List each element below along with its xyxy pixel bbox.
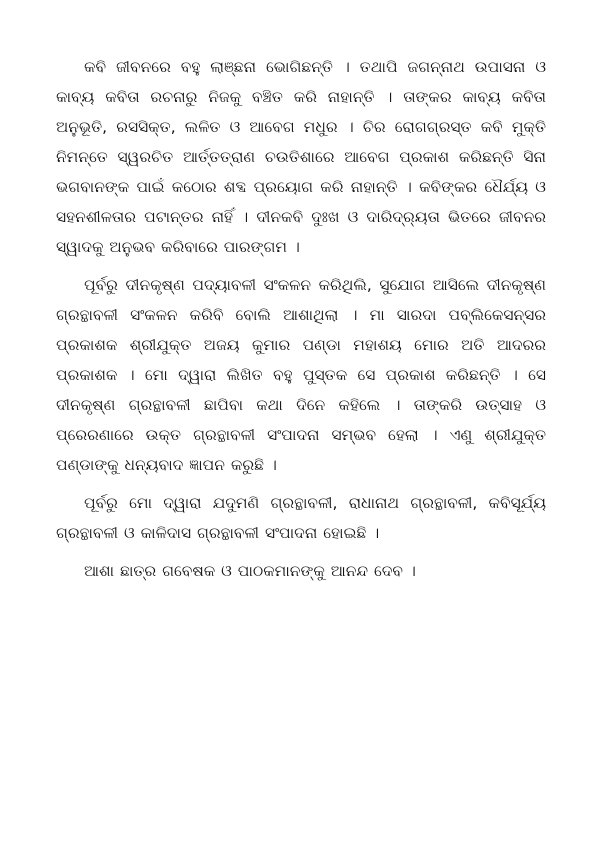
paragraph-closing-hope: ଆଶା ଛାତ୍ର ଗବେଷକ ଓ ପାଠକମାନଙ୍କୁ ଆନନ୍ଦ ଦେବ । (84, 562, 416, 580)
document-page (56, 52, 546, 594)
paragraph-previous-works: ପୂର୍ବରୁ ମୋ ଦ୍ୱାରା ଯଦୁମଣି ଗ୍ରନ୍ଥାବଳୀ, ରାଧାନାଥ ଗ୍ରନ୍ଥାବଳୀ, କବିସୂର୍ଯ୍ୟ ଗ୍ରନ୍ଥାବଳୀ ଓ କାଳିଦାସ ଗ୍ରନ୍ଥାବଳୀ ସଂପାଦନା ହୋଇଛି । (56, 494, 546, 542)
paragraph-dinakrushna-granthabali: ପୂର୍ବରୁ ଦୀନକୃଷ୍ଣ ପଦ୍ୟାବଳୀ ସଂକଳନ କରିଥିଲି, ସୁଯୋଗ ଆସିଲେ ଦୀନକୃଷ୍ଣ ଗ୍ରନ୍ଥାବଳୀ ସଂକଳନ କରିବି ବୋଲି ଆଶାଥିଲା । ମା ସାରଦା ପବ୍ଲିକେସନ୍ସର ପ୍ରକାଶକ ଶ୍ରୀଯୁକ୍ତ ଅଜୟ କୁମାର ପଣ୍ଡା ମହାଶୟ ମୋର ଅତି ଆଦରର ପ୍ରକାଶକ । ମୋ ଦ୍ୱାରା ଲିଖିତ ବହୁ ପୁସ୍ତକ ସେ ପ୍ରକାଶ କରିଛନ୍ତି । ସେ ଦୀନକୃଷ୍ଣ ଗ୍ରନ୍ଥାବଳୀ ଛାପିବା କଥା ଦିନେ କହିଲେ । ତାଙ୍କରି ଉତ୍ସାହ ଓ ପ୍ରେରଣାରେ ଉକ୍ତ ଗ୍ରନ୍ଥାବଳୀ ସଂପାଦନା ସମ୍ଭବ ହେଲା । ଏଣୁ ଶ୍ରୀଯୁକ୍ତ ପଣ୍ଡାଙ୍କୁ ଧନ୍ୟବାଦ ଜ୍ଞାପନ କରୁଛି । (56, 276, 546, 474)
paragraph-kabi-jibana: କବି ଜୀବନରେ ବହୁ ଲାଞ୍ଛନା ଭୋଗିଛନ୍ତି । ତଥାପି ଜଗନ୍ନାଥ ଉପାସନା ଓ କାବ୍ୟ କବିତା ରଚନାରୁ ନିଜକୁ ବଞ୍ଚିତ କରି ନାହାନ୍ତି । ତାଙ୍କର କାବ୍ୟ କବିତା ଅନୁଭୂତି, ରସସିକ୍ତ, ଲଳିତ ଓ ଆବେଗ ମଧୁର । ଚିର ରୋଗଗ୍ରସ୍ତ କବି ମୁକ୍ତି ନିମନ୍ତେ ସ୍ୱରଚିତ ଆର୍ତ୍ତତ୍ରାଣ ଚଉତିଶାରେ ଆବେଗ ପ୍ରକାଶ କରିଛନ୍ତି ସିନା ଭଗବାନଙ୍କ ପାଇଁ କଠୋର ଶବ୍ଦ ପ୍ରୟୋଗ କରି ନାହାନ୍ତି । କବିଙ୍କର ଧୈର୍ଯ୍ୟ ଓ ସହନଶୀଳତାର ପଟାନ୍ତର ନାହିଁ । ଦୀନକବି ଦୁଃଖ ଓ ଦାରିଦ୍ର୍ୟତା ଭିତରେ ଜୀବନର ସ୍ୱାଦକୁ ଅନୁଭବ କରିବାରେ ପାରଙ୍ଗମ । (56, 58, 546, 256)
